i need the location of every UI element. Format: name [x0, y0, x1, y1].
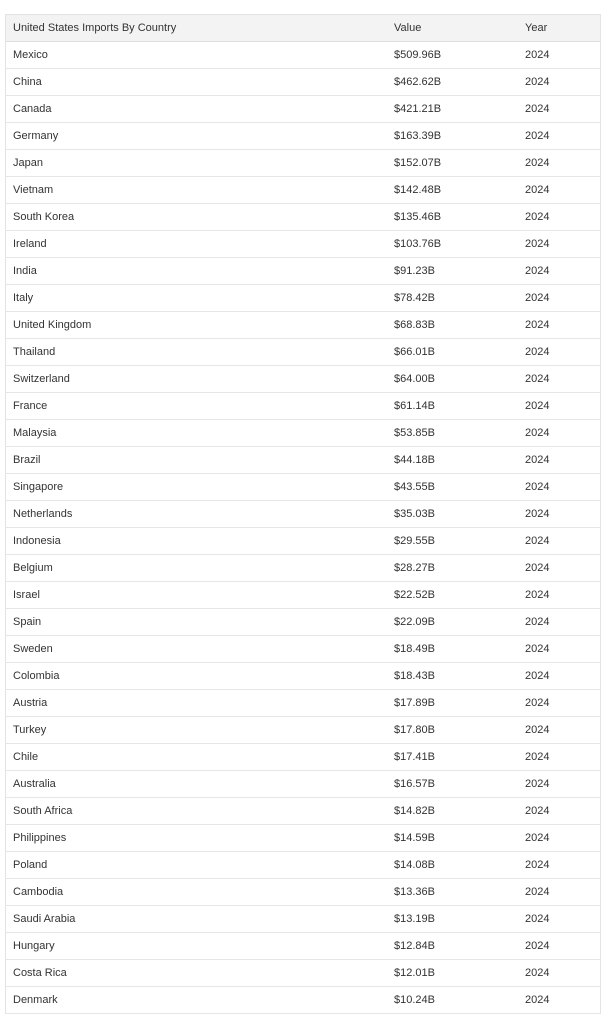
cell-value: $509.96B	[387, 42, 518, 69]
cell-country: Thailand	[6, 339, 387, 366]
cell-value: $44.18B	[387, 447, 518, 474]
cell-year: 2024	[518, 528, 600, 555]
cell-country: Australia	[6, 771, 387, 798]
table-row	[6, 798, 600, 825]
cell-value: $163.39B	[387, 123, 518, 150]
cell-value: $29.55B	[387, 528, 518, 555]
cell-year: 2024	[518, 744, 600, 771]
table-row	[6, 501, 600, 528]
cell-country: Canada	[6, 96, 387, 123]
cell-year: 2024	[518, 204, 600, 231]
cell-value: $12.01B	[387, 960, 518, 987]
table-row	[6, 906, 600, 933]
table-row	[6, 285, 600, 312]
cell-country: China	[6, 69, 387, 96]
cell-value: $152.07B	[387, 150, 518, 177]
cell-value: $64.00B	[387, 366, 518, 393]
cell-value: $22.52B	[387, 582, 518, 609]
cell-year: 2024	[518, 285, 600, 312]
cell-country: Saudi Arabia	[6, 906, 387, 933]
cell-country: Spain	[6, 609, 387, 636]
cell-value: $53.85B	[387, 420, 518, 447]
column-header-value[interactable]: Value	[387, 15, 518, 42]
table-row	[6, 609, 600, 636]
cell-value: $142.48B	[387, 177, 518, 204]
cell-country: Malaysia	[6, 420, 387, 447]
cell-year: 2024	[518, 258, 600, 285]
table-row	[6, 771, 600, 798]
cell-value: $18.43B	[387, 663, 518, 690]
cell-year: 2024	[518, 582, 600, 609]
cell-value: $13.36B	[387, 879, 518, 906]
table-row	[6, 96, 600, 123]
cell-country: United Kingdom	[6, 312, 387, 339]
table-row	[6, 447, 600, 474]
cell-country: Chile	[6, 744, 387, 771]
cell-year: 2024	[518, 474, 600, 501]
table-row	[6, 690, 600, 717]
table-row	[6, 717, 600, 744]
column-header-country[interactable]: United States Imports By Country	[6, 15, 387, 42]
cell-year: 2024	[518, 852, 600, 879]
cell-country: Germany	[6, 123, 387, 150]
table-row	[6, 123, 600, 150]
table-row	[6, 474, 600, 501]
cell-country: France	[6, 393, 387, 420]
cell-year: 2024	[518, 69, 600, 96]
cell-value: $91.23B	[387, 258, 518, 285]
cell-country: South Africa	[6, 798, 387, 825]
table-row	[6, 312, 600, 339]
cell-year: 2024	[518, 960, 600, 987]
table-row	[6, 933, 600, 960]
table-row	[6, 231, 600, 258]
table-row	[6, 204, 600, 231]
table-row	[6, 879, 600, 906]
cell-country: Singapore	[6, 474, 387, 501]
cell-year: 2024	[518, 771, 600, 798]
cell-value: $17.41B	[387, 744, 518, 771]
cell-value: $135.46B	[387, 204, 518, 231]
cell-year: 2024	[518, 906, 600, 933]
cell-value: $13.19B	[387, 906, 518, 933]
cell-country: Philippines	[6, 825, 387, 852]
cell-year: 2024	[518, 231, 600, 258]
cell-value: $66.01B	[387, 339, 518, 366]
cell-country: Israel	[6, 582, 387, 609]
table-row	[6, 636, 600, 663]
cell-value: $14.08B	[387, 852, 518, 879]
cell-country: Ireland	[6, 231, 387, 258]
table-body	[6, 42, 600, 1014]
table-row	[6, 258, 600, 285]
column-header-year[interactable]: Year	[518, 15, 600, 42]
table-row	[6, 42, 600, 69]
cell-year: 2024	[518, 339, 600, 366]
cell-country: Belgium	[6, 555, 387, 582]
cell-country: Denmark	[6, 987, 387, 1014]
cell-country: Colombia	[6, 663, 387, 690]
cell-country: Austria	[6, 690, 387, 717]
cell-country: Italy	[6, 285, 387, 312]
cell-year: 2024	[518, 150, 600, 177]
table-row	[6, 852, 600, 879]
cell-year: 2024	[518, 366, 600, 393]
cell-year: 2024	[518, 609, 600, 636]
cell-country: Costa Rica	[6, 960, 387, 987]
cell-year: 2024	[518, 663, 600, 690]
cell-country: Japan	[6, 150, 387, 177]
table-row	[6, 744, 600, 771]
cell-value: $28.27B	[387, 555, 518, 582]
cell-value: $68.83B	[387, 312, 518, 339]
cell-value: $462.62B	[387, 69, 518, 96]
cell-year: 2024	[518, 312, 600, 339]
cell-year: 2024	[518, 825, 600, 852]
cell-year: 2024	[518, 690, 600, 717]
table-row	[6, 366, 600, 393]
cell-value: $12.84B	[387, 933, 518, 960]
table-header	[6, 15, 600, 42]
cell-year: 2024	[518, 636, 600, 663]
cell-country: Cambodia	[6, 879, 387, 906]
cell-value: $78.42B	[387, 285, 518, 312]
table-row	[6, 420, 600, 447]
cell-value: $16.57B	[387, 771, 518, 798]
cell-country: Hungary	[6, 933, 387, 960]
table-row	[6, 582, 600, 609]
table-row	[6, 339, 600, 366]
cell-value: $17.89B	[387, 690, 518, 717]
table-row	[6, 825, 600, 852]
cell-country: Switzerland	[6, 366, 387, 393]
cell-country: Vietnam	[6, 177, 387, 204]
cell-value: $22.09B	[387, 609, 518, 636]
cell-year: 2024	[518, 123, 600, 150]
cell-country: Mexico	[6, 42, 387, 69]
table-row	[6, 393, 600, 420]
cell-year: 2024	[518, 96, 600, 123]
cell-year: 2024	[518, 879, 600, 906]
cell-year: 2024	[518, 987, 600, 1014]
cell-country: Brazil	[6, 447, 387, 474]
cell-country: South Korea	[6, 204, 387, 231]
table-row	[6, 528, 600, 555]
cell-year: 2024	[518, 420, 600, 447]
cell-country: Sweden	[6, 636, 387, 663]
cell-year: 2024	[518, 393, 600, 420]
cell-year: 2024	[518, 933, 600, 960]
cell-country: Indonesia	[6, 528, 387, 555]
cell-country: Turkey	[6, 717, 387, 744]
cell-year: 2024	[518, 717, 600, 744]
cell-year: 2024	[518, 501, 600, 528]
cell-value: $103.76B	[387, 231, 518, 258]
cell-country: Netherlands	[6, 501, 387, 528]
cell-value: $14.59B	[387, 825, 518, 852]
table-row	[6, 987, 600, 1014]
table-header-row	[6, 15, 600, 42]
cell-value: $10.24B	[387, 987, 518, 1014]
cell-value: $14.82B	[387, 798, 518, 825]
cell-value: $421.21B	[387, 96, 518, 123]
cell-value: $43.55B	[387, 474, 518, 501]
cell-year: 2024	[518, 447, 600, 474]
cell-year: 2024	[518, 42, 600, 69]
table-row	[6, 177, 600, 204]
imports-table-container	[5, 14, 601, 1014]
table-row	[6, 150, 600, 177]
cell-value: $18.49B	[387, 636, 518, 663]
table-row	[6, 960, 600, 987]
cell-year: 2024	[518, 177, 600, 204]
table-row	[6, 69, 600, 96]
cell-year: 2024	[518, 555, 600, 582]
cell-country: Poland	[6, 852, 387, 879]
table-row	[6, 663, 600, 690]
table-row	[6, 555, 600, 582]
cell-value: $17.80B	[387, 717, 518, 744]
cell-value: $35.03B	[387, 501, 518, 528]
cell-value: $61.14B	[387, 393, 518, 420]
imports-table	[6, 15, 600, 1014]
cell-country: India	[6, 258, 387, 285]
cell-year: 2024	[518, 798, 600, 825]
